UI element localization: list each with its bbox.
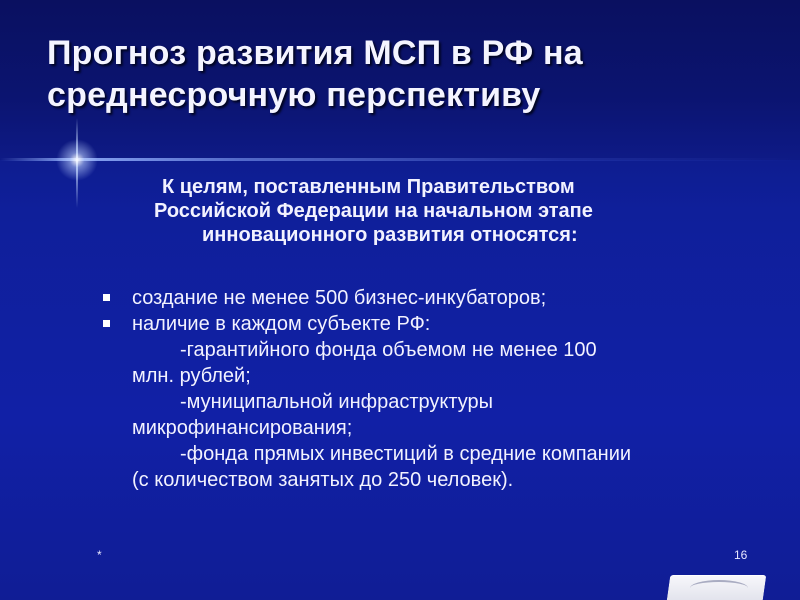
bullet-item: [100, 311, 760, 337]
slide-title: [47, 32, 767, 116]
square-bullet-icon: [103, 320, 110, 327]
sub-item-continuation: микрофинансирования;: [132, 417, 353, 439]
slide-title-line: среднесрочную перспективу: [47, 76, 541, 114]
sub-item-first-line: -фонда прямых инвестиций в средние компании: [180, 443, 632, 465]
corner-logo-mark: [690, 580, 748, 596]
intro-line: инновационного развития относятся:: [202, 224, 578, 246]
sub-item-first-line: -гарантийного фонда объемом не менее 100: [180, 339, 597, 361]
bullet-text: создание не менее 500 бизнес-инкубаторов;: [132, 287, 547, 309]
bullet-text: наличие в каждом субъекте РФ:: [132, 313, 431, 335]
sparkle-star-icon: [56, 139, 98, 181]
sub-item-continuation: млн. рублей;: [132, 365, 251, 387]
bullet-list: [100, 285, 760, 493]
sub-item-first-line: -муниципальной инфраструктуры: [180, 391, 494, 413]
sub-item: [100, 389, 760, 441]
horizontal-divider: [0, 158, 800, 161]
slide-title-line: Прогноз развития МСП в РФ на: [47, 34, 583, 72]
intro-paragraph: [150, 175, 740, 247]
bullet-item: [100, 285, 760, 311]
sub-item: [100, 441, 760, 493]
intro-line: Российской Федерации на начальном этапе: [154, 200, 593, 222]
sub-item: [100, 337, 760, 389]
page-number: 16: [734, 548, 748, 562]
square-bullet-icon: [103, 294, 110, 301]
footer-marker: *: [97, 548, 102, 562]
intro-line: К целям, поставленным Правительством: [162, 176, 575, 198]
sub-item-continuation: (с количеством занятых до 250 человек).: [132, 469, 514, 491]
